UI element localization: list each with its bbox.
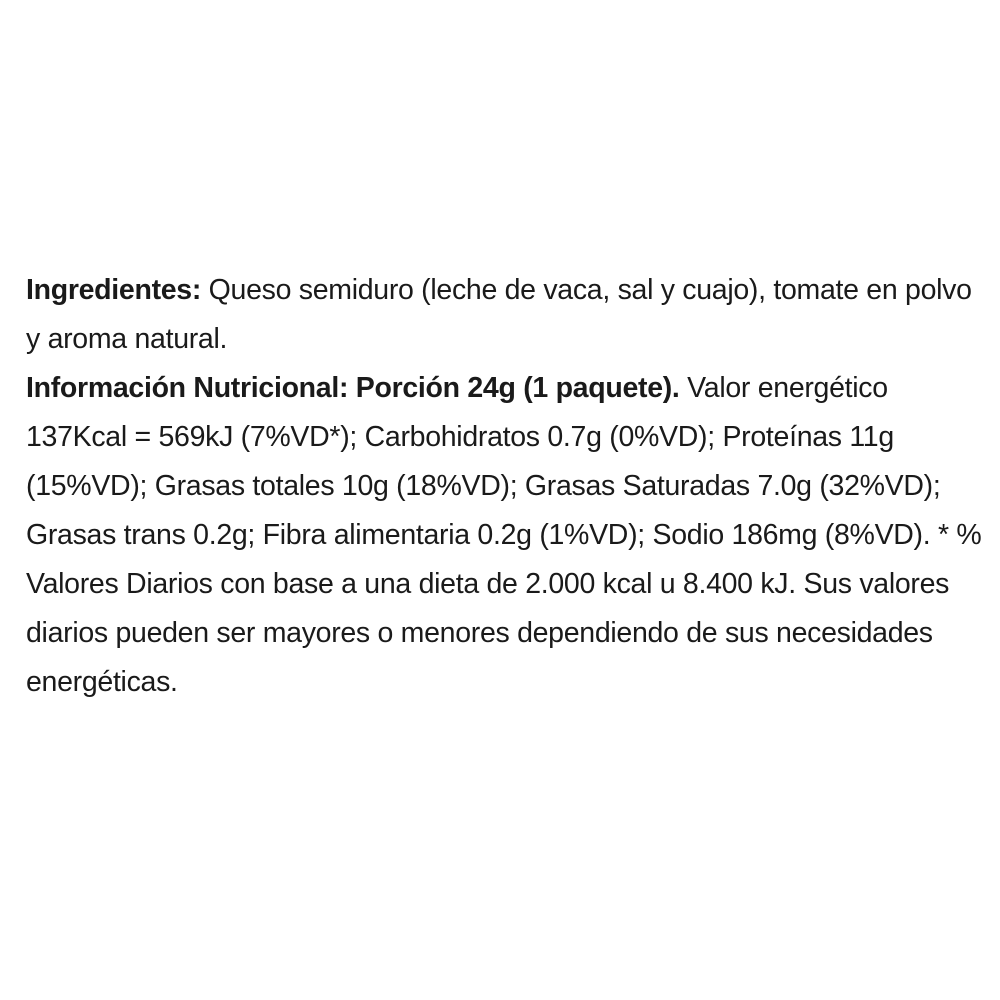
ingredients-heading: Ingredientes: <box>26 274 202 306</box>
nutrition-paragraph <box>26 364 986 707</box>
nutrition-text: Valor energético 137Kcal = 569kJ (7%VD*); Carbohidratos 0.7g (0%VD); Proteínas 11g (15%VD); Grasas totales 10g (18%VD); Grasas Saturadas 7.0g (32%VD); Grasas trans 0.2g; Fibra alimentaria 0.2g (1%VD); Sodio 186mg (8%VD). * % Valores Diarios con base a una dieta de 2.000 kcal u 8.400 kJ. Sus valores diarios pueden ser mayores o menores dependiendo de sus necesidades energéticas. <box>26 372 982 698</box>
nutrition-heading: Información Nutricional: Porción 24g (1 paquete). <box>26 372 680 404</box>
ingredients-text: Queso semiduro (leche de vaca, sal y cuajo), tomate en polvo y aroma natural. <box>26 274 972 355</box>
product-label-text <box>26 266 986 707</box>
ingredients-paragraph <box>26 266 986 364</box>
